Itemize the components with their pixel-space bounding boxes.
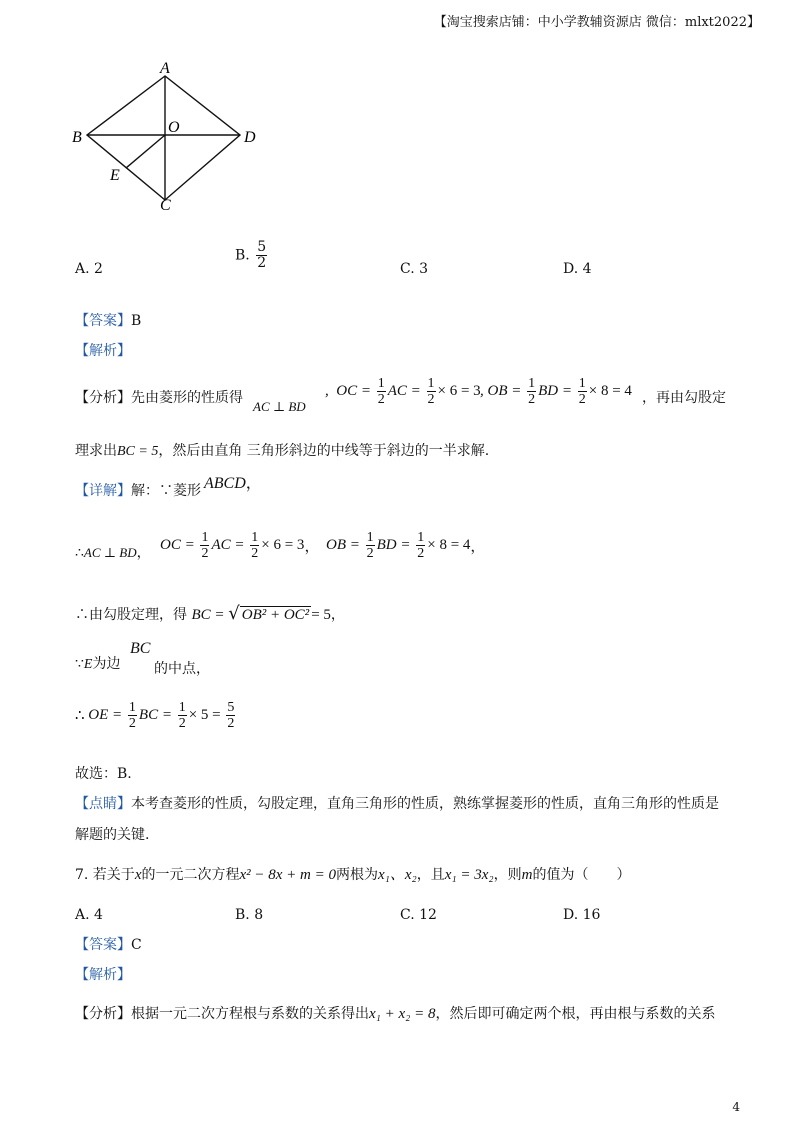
q6-detail-line1: 【详解】解：∵菱形 (75, 483, 201, 499)
q7-analysis-tag: 【解析】 (75, 967, 131, 983)
q6-abcd: ABCD， (204, 475, 262, 492)
q6-detail-oc: OC = $\frac{1}{2}$ AC = $\frac{1}{2}$ × 6 = 3， (160, 530, 320, 561)
page-number: 4 (732, 1100, 740, 1114)
q6-fenxi-line2: 理求出BC = 5，然后由直角 三角形斜边的中线等于斜边的一半求解. (75, 443, 490, 459)
q6-dianjing-line2: 解题的关键. (75, 827, 150, 843)
q6-option-a: A. 2 (75, 261, 103, 277)
q6-choose: 故选：B. (75, 766, 132, 782)
q6-option-d: D. 4 (563, 261, 592, 277)
rhombus-figure (68, 58, 268, 218)
q6-ob-formula: , OB = $\frac{1}{2}$ BD = $\frac{1}{2}$ × 8 = 4 (480, 376, 632, 407)
q6-pythagoras: ∴由勾股定理，得 BC = √ OB² + OC² = 5， (75, 603, 345, 624)
q6-analysis-tag: 【解析】 (75, 343, 131, 359)
q6-fenxi-tail: ，再由勾股定 (642, 390, 726, 406)
q6-perp: AC ⊥ BD (253, 399, 306, 414)
q6-oe-result: ∴ OE = $\frac{1}{2}$ BC = $\frac{1}{2}$ × 5 = $\frac{5}{2}$ (75, 700, 235, 731)
label-E: E (110, 167, 120, 184)
label-O: O (168, 119, 180, 136)
q7-option-c: C. 12 (400, 907, 437, 923)
q7-fenxi: 【分析】根据一元二次方程根与系数的关系得出x₁ + x₂ = 8，然后即可确定两个根，再由根与系数的关系 (75, 1006, 716, 1022)
q6-bc-label: BC (130, 640, 151, 657)
q7-option-a: A. 4 (75, 907, 103, 923)
q6-option-c: C. 3 (400, 261, 429, 277)
q7-answer: 【答案】C (75, 937, 142, 953)
label-A: A (160, 60, 170, 77)
q6-detail-ob: OB = $\frac{1}{2}$ BD = $\frac{1}{2}$ × 8 = 4， (326, 530, 486, 561)
q6-midpoint-tail: 的中点， (154, 661, 210, 677)
q6-option-b: B. $\frac{5}{2}$ (235, 239, 267, 271)
q6-midpoint: ∵E为边 (75, 656, 121, 672)
q6-fenxi-line1: 【分析】先由菱形的性质得 (75, 390, 243, 406)
q6-oc-formula: , OC = $\frac{1}{2}$ AC = $\frac{1}{2}$ × 6 = 3 (325, 376, 481, 407)
label-D: D (244, 129, 256, 146)
q7-option-b: B. 8 (235, 907, 264, 923)
header-shop-banner: 【淘宝搜索店铺：中小学教辅资源店 微信：mlxt2022】 (433, 15, 760, 30)
q7-stem: 7. 若关于x的一元二次方程x² − 8x + m = 0两根为x₁、x₂，且x₁ = 3x₂，则m的值为（ ） (75, 867, 631, 883)
q6-dianjing-line1: 【点睛】本考查菱形的性质，勾股定理，直角三角形的性质，熟练掌握菱形的性质，直角三角形的性质是 (75, 796, 719, 812)
q7-option-d: D. 16 (563, 907, 601, 923)
q6-detail-perp: ∴AC ⊥ BD， (75, 545, 151, 561)
q6-answer: 【答案】B (75, 313, 142, 329)
label-C: C (160, 197, 171, 214)
label-B: B (72, 129, 82, 146)
